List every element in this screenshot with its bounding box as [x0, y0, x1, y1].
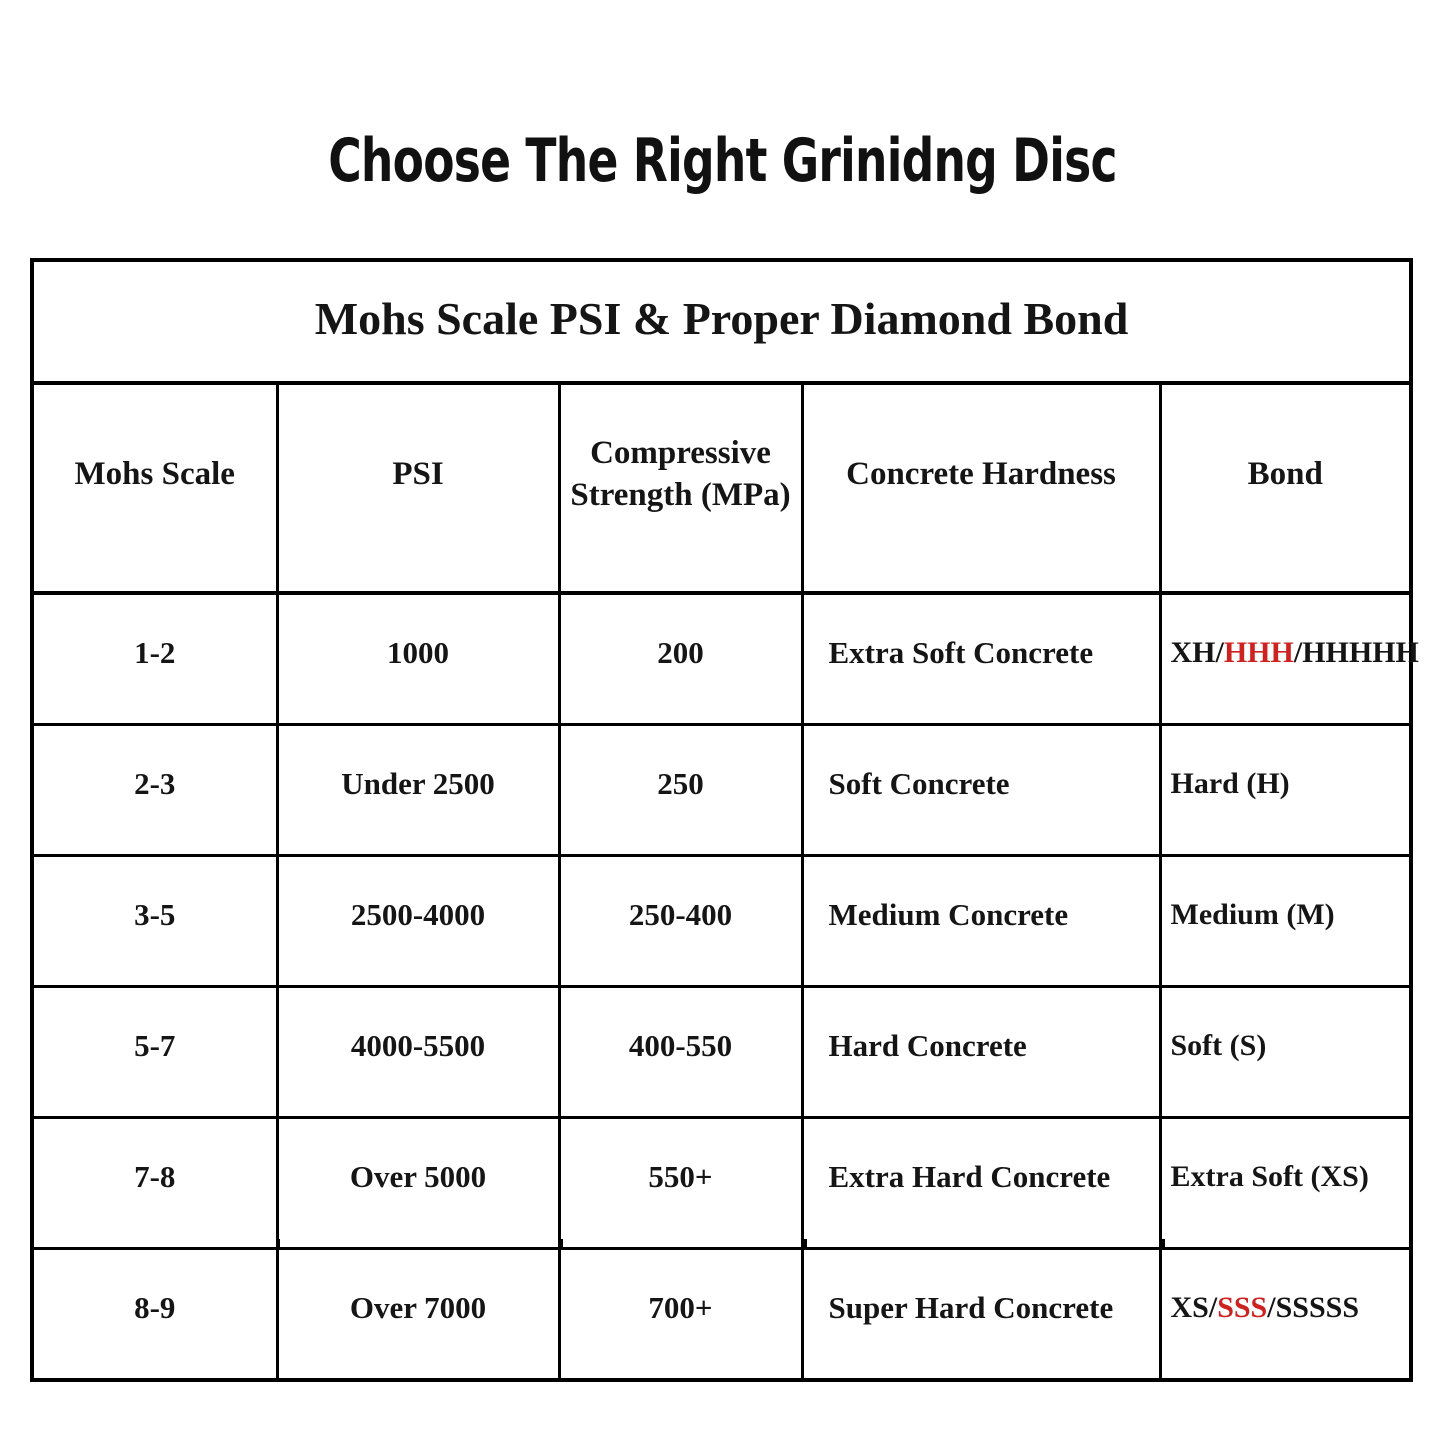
cell-psi: Under 2500 [277, 725, 559, 856]
divider-tick [804, 1239, 807, 1247]
bond-red-segment: HHH [1223, 635, 1294, 669]
table-row [32, 856, 1411, 987]
table-row [32, 725, 1411, 856]
cell-bond [1160, 987, 1411, 1118]
bond-segment: XH/ [1170, 635, 1224, 669]
bond-segment: Medium (M) [1170, 897, 1335, 931]
cell-mpa: 200 [559, 593, 802, 725]
cell-bond [1160, 593, 1419, 725]
column-header-bond: Bond [1160, 383, 1411, 593]
cell-bond [1160, 725, 1411, 856]
cell-hardness: Hard Concrete [802, 987, 1160, 1118]
cell-hardness: Soft Concrete [802, 725, 1160, 856]
cell-mpa: 400-550 [559, 987, 802, 1118]
table-title: Mohs Scale PSI & Proper Diamond Bond [32, 260, 1411, 383]
cell-hardness: Medium Concrete [802, 856, 1160, 987]
cell-mohs-scale: 8-9 [32, 1249, 277, 1381]
cell-hardness: Extra Hard Concrete [802, 1118, 1160, 1249]
cell-mpa: 700+ [559, 1249, 802, 1381]
cell-psi: 2500-4000 [277, 856, 559, 987]
column-header-concrete-hardness: Concrete Hardness [802, 383, 1160, 593]
cell-bond [1160, 1118, 1411, 1249]
bond-segment: /SSSSS [1267, 1290, 1360, 1324]
cell-mohs-scale: 7-8 [32, 1118, 277, 1249]
column-header-psi: PSI [277, 383, 559, 593]
table-header-row [32, 383, 1411, 593]
bond-table-container [30, 258, 1419, 1325]
divider-tick [1162, 1239, 1165, 1247]
bond-segment: /HHHHH [1293, 635, 1419, 669]
cell-mpa: 550+ [559, 1118, 802, 1249]
cell-psi: 4000-5500 [277, 987, 559, 1118]
column-header-compressive-strength-mpa: Compressive Strength (MPa) [559, 383, 802, 593]
cell-mohs-scale: 5-7 [32, 987, 277, 1118]
cell-hardness: Extra Soft Concrete [802, 593, 1160, 725]
cell-bond [1160, 856, 1411, 987]
bond-segment: Soft (S) [1170, 1028, 1267, 1062]
cell-hardness: Super Hard Concrete [802, 1249, 1160, 1381]
bond-segment: Hard (H) [1170, 766, 1290, 800]
cell-mohs-scale: 2-3 [32, 725, 277, 856]
table-row [32, 1118, 1411, 1249]
table-row [32, 593, 1411, 725]
divider-tick [277, 1239, 280, 1247]
cell-bond [1160, 1249, 1411, 1381]
table-title-row [32, 260, 1411, 383]
table-row [32, 987, 1411, 1118]
page-title: Choose The Right Grinidng Disc [328, 126, 1117, 196]
table-row [32, 1249, 1411, 1381]
cell-mpa: 250-400 [559, 856, 802, 987]
cell-mohs-scale: 1-2 [32, 593, 277, 725]
cell-mpa: 250 [559, 725, 802, 856]
cell-psi: Over 5000 [277, 1118, 559, 1249]
cell-psi: 1000 [277, 593, 559, 725]
column-header-mohs-scale: Mohs Scale [32, 383, 277, 593]
bond-table [30, 258, 1419, 1382]
cell-mohs-scale: 3-5 [32, 856, 277, 987]
divider-tick [560, 1239, 563, 1247]
cell-psi: Over 7000 [277, 1249, 559, 1381]
bond-red-segment: SSS [1217, 1290, 1268, 1324]
bond-segment: Extra Soft (XS) [1170, 1159, 1369, 1193]
bond-segment: XS/ [1170, 1290, 1218, 1324]
